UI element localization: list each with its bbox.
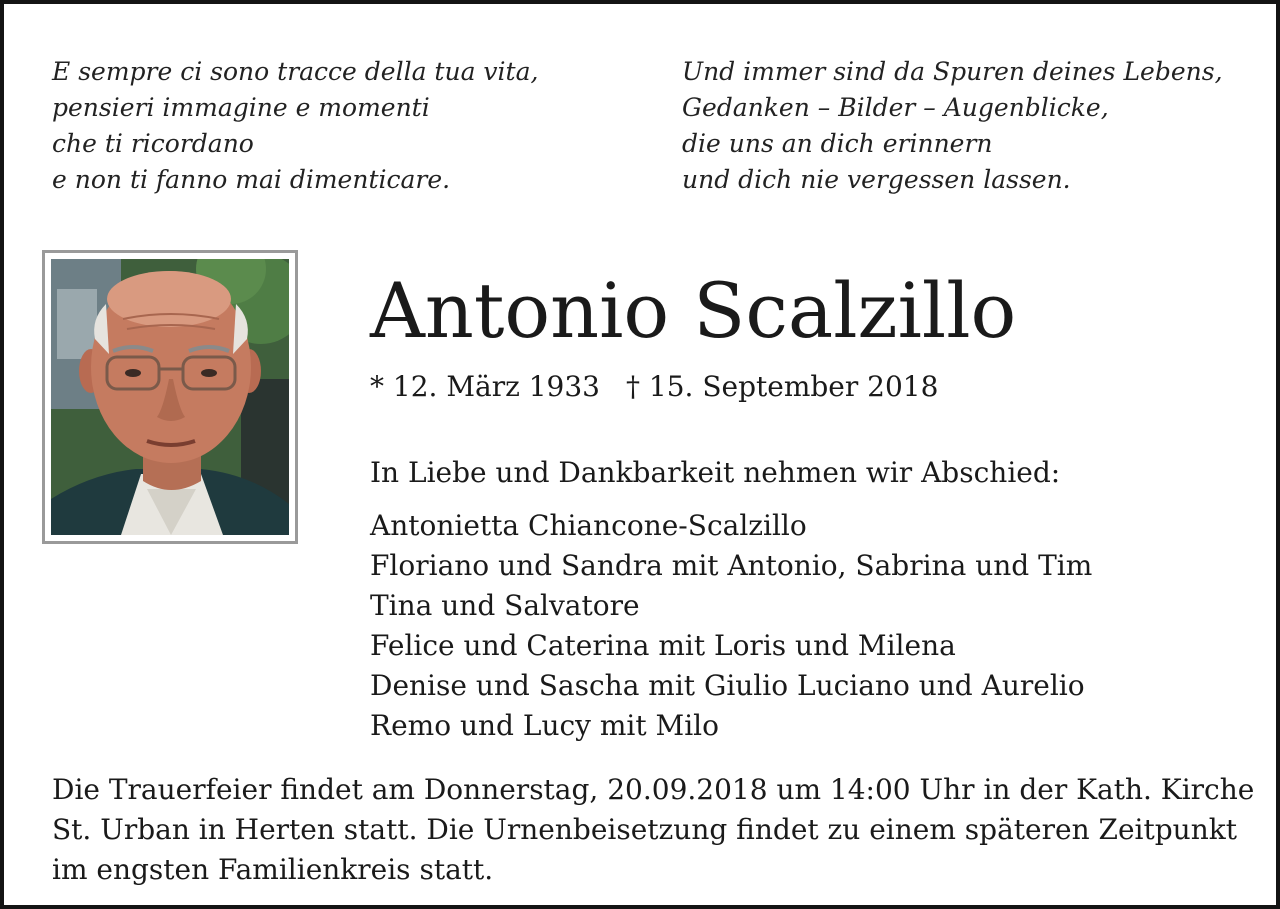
poem-german-line: und dich nie vergessen lassen. bbox=[682, 165, 1071, 194]
farewell-line: In Liebe und Dankbarkeit nehmen wir Abschied: bbox=[370, 456, 1061, 489]
death-date: † 15. September 2018 bbox=[626, 370, 939, 403]
deceased-name: Antonio Scalzillo bbox=[370, 266, 1017, 355]
poem-italian-line: pensieri immagine e momenti bbox=[52, 93, 430, 122]
service-notice-line: St. Urban in Herten statt. Die Urnenbeisetzung findet zu einem späteren Zeitpunkt bbox=[52, 813, 1237, 846]
poem-italian bbox=[52, 54, 538, 198]
family-member: Tina und Salvatore bbox=[370, 589, 640, 622]
portrait-photo-frame bbox=[42, 250, 298, 544]
family-member: Antonietta Chiancone-Scalzillo bbox=[370, 509, 807, 542]
family-list bbox=[370, 506, 1092, 746]
family-member: Floriano und Sandra mit Antonio, Sabrina und Tim bbox=[370, 549, 1093, 582]
family-member: Felice und Caterina mit Loris und Milena bbox=[370, 629, 956, 662]
poem-italian-line: che ti ricordano bbox=[52, 129, 254, 158]
family-member: Remo und Lucy mit Milo bbox=[370, 709, 719, 742]
poem-italian-line: E sempre ci sono tracce della tua vita, bbox=[52, 57, 539, 86]
poem-german-line: Und immer sind da Spuren deines Lebens, bbox=[682, 57, 1223, 86]
poem-german bbox=[682, 54, 1223, 198]
portrait-illustration bbox=[51, 259, 289, 535]
service-notice-line: Die Trauerfeier findet am Donnerstag, 20.09.2018 um 14:00 Uhr in der Kath. Kirche bbox=[52, 773, 1255, 806]
service-notice bbox=[52, 770, 1255, 890]
service-notice-line: im engsten Familienkreis statt. bbox=[52, 853, 494, 886]
life-dates bbox=[370, 368, 938, 406]
poem-german-line: Gedanken – Bilder – Augenblicke, bbox=[682, 93, 1109, 122]
portrait-photo bbox=[51, 259, 289, 535]
family-member: Denise und Sascha mit Giulio Luciano und Aurelio bbox=[370, 669, 1085, 702]
poem-italian-line: e non ti fanno mai dimenticare. bbox=[52, 165, 451, 194]
poem-german-line: die uns an dich erinnern bbox=[682, 129, 993, 158]
birth-date: * 12. März 1933 bbox=[370, 370, 600, 403]
